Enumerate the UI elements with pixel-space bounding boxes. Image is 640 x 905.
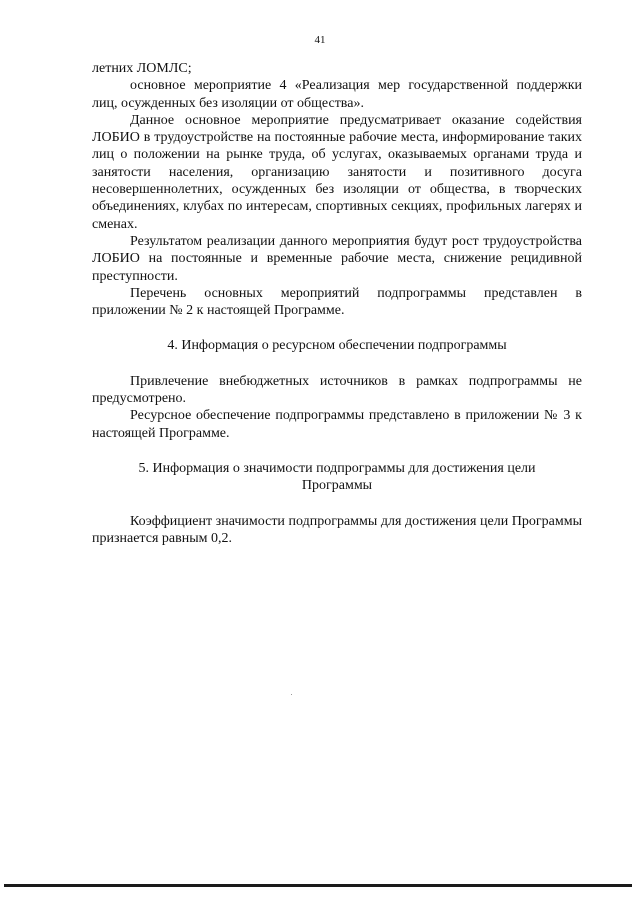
paragraph-main-event-4: основное мероприятие 4 «Реализация мер государственной поддержки лиц, осужденных без изоляции от общества».: [92, 78, 582, 111]
paragraph-continuation: летних ЛОМЛС;: [92, 61, 192, 76]
paragraph-extra-budget-sources: Привлечение внебюджетных источников в рамках подпрограммы не предусмотрено.: [92, 373, 582, 407]
section-5-title-line-1: 5. Информация о значимости подпрограммы для достижения цели: [138, 460, 536, 476]
page-bottom-edge-line: [4, 884, 632, 887]
paragraph-event-result: Результатом реализации данного мероприятия будут рост трудоустройства ЛОБИО на постоянные и временные рабочие места, снижение рецидивной преступности.: [92, 233, 582, 284]
section-5-title: [92, 460, 582, 495]
page-number: 41: [314, 34, 326, 46]
scan-artifact-dot: [291, 694, 292, 695]
paragraph-significance-coefficient: Коэффициент значимости подпрограммы для достижения цели Программы признается равным 0,2.: [92, 513, 582, 546]
section-4-title: 4. Информация о ресурсном обеспечении подпрограммы: [167, 338, 507, 354]
paragraph-events-list-reference: Перечень основных мероприятий подпрограммы представлен в приложении № 2 к настоящей Программе.: [92, 285, 582, 319]
document-body: [92, 60, 582, 547]
paragraph-event-description: Данное основное мероприятие предусматривает оказание содействия ЛОБИО в трудоустройстве на постоянные рабочие места, информирование таких лиц о положении на рынке труда, об услугах, оказываемых органами труда и занятости населения, организацию занятости и позитивного досуга несовершеннолетних, осужденных без изоляции от общества, в творческих объединениях, клубах по интересам, спортивных секциях, профильных лагерях и сменах.: [92, 112, 582, 232]
paragraph-resource-provision: Ресурсное обеспечение подпрограммы представлено в приложении № 3 к настоящей Программе.: [92, 408, 582, 441]
section-5-title-line-2: Программы: [301, 478, 373, 494]
